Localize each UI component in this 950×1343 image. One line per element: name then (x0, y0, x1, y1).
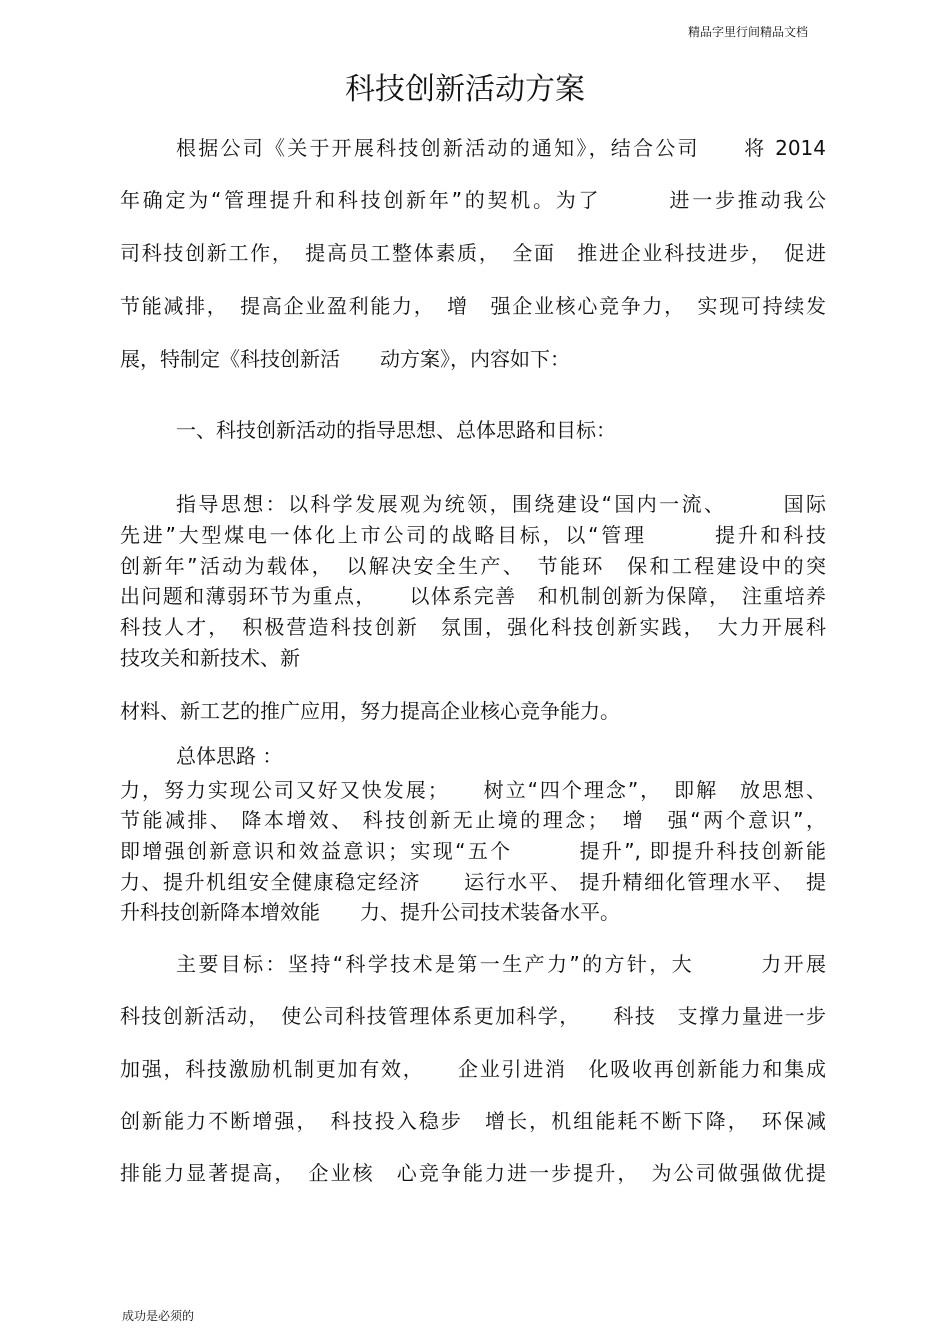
goals-line-4: 创新能力不断增强， 科技投入稳步 增长，机组能耗不断下降， 环保减 (120, 1109, 826, 1133)
intro-line-3: 司科技创新工作， 提高员工整体素质， 全面 推进企业科技进步， 促进 (120, 241, 826, 265)
guiding-line-1: 指导思想：以科学发展观为统领，围绕建设“国内一流、 国际 (176, 492, 826, 516)
intro-line-4: 节能减排， 提高企业盈利能力， 增 强企业核心竞争力， 实现可持续发 (120, 294, 826, 318)
overall-line-1: 力，努力实现公司又好又快发展； 树立“四个理念”， 即解 放思想、 (120, 778, 826, 802)
goals-line-3: 加强，科技激励机制更加有效， 企业引进消 化吸收再创新能力和集成 (120, 1057, 826, 1081)
goals-line-5: 排能力显著提高， 企业核 心竞争能力进一步提升， 为公司做强做优提 (120, 1161, 826, 1185)
guiding-tail: 材料、新工艺的推广应用，努力提高企业核心竞争能力。 (120, 699, 620, 723)
overall-line-2: 节能减排、 降本增效、 科技创新无止境的理念； 增 强“两个意识”， (120, 808, 826, 832)
overall-label: 总体思路 ： (176, 744, 283, 768)
guiding-line-3: 创新年”活动为载体， 以解决安全生产、 节能环 保和工程建设中的突 (120, 554, 826, 578)
overall-line-3: 即增强创新意识和效益意识；实现“五个 提升”, 即提升科技创新能 (120, 839, 826, 863)
intro-line-1: 根据公司《关于开展科技创新活动的通知》，结合公司 将 2014 (176, 136, 826, 160)
section-heading: 一、科技创新活动的指导思想、总体思路和目标： (176, 418, 616, 442)
goals-line-1: 主要目标：坚持“科学技术是第一生产力”的方针，大 力开展 (176, 952, 826, 976)
overall-line-4: 力、提升机组安全健康稳定经济 运行水平、 提升精细化管理水平、 提 (120, 870, 826, 894)
overall-line-5: 升科技创新降本增效能 力、提升公司技术装备水平。 (120, 900, 620, 924)
page-header: 精品字里行间精品文档 (687, 25, 808, 39)
page-footer: 成功是必须的 (122, 1309, 195, 1323)
guiding-line-4: 出问题和薄弱环节为重点， 以体系完善 和机制创新为保障， 注重培养 (120, 584, 826, 608)
guiding-line-5: 科技人才， 积极营造科技创新 氛围，强化科技创新实践， 大力开展科 (120, 615, 826, 639)
intro-line-2: 年确定为“管理提升和科技创新年”的契机。为了 进一步推动我公 (120, 188, 826, 212)
guiding-line-6: 技攻关和新技术、新 (120, 646, 300, 670)
goals-line-2: 科技创新活动， 使公司科技管理体系更加科学， 科技 支撑力量进一步 (120, 1004, 826, 1028)
document-title: 科技创新活动方案 (345, 72, 585, 107)
guiding-line-2: 先进”大型煤电一体化上市公司的战略目标，以“管理 提升和科技 (120, 523, 826, 547)
intro-line-5: 展，特制定《科技创新活 动方案》，内容如下： (120, 347, 570, 371)
